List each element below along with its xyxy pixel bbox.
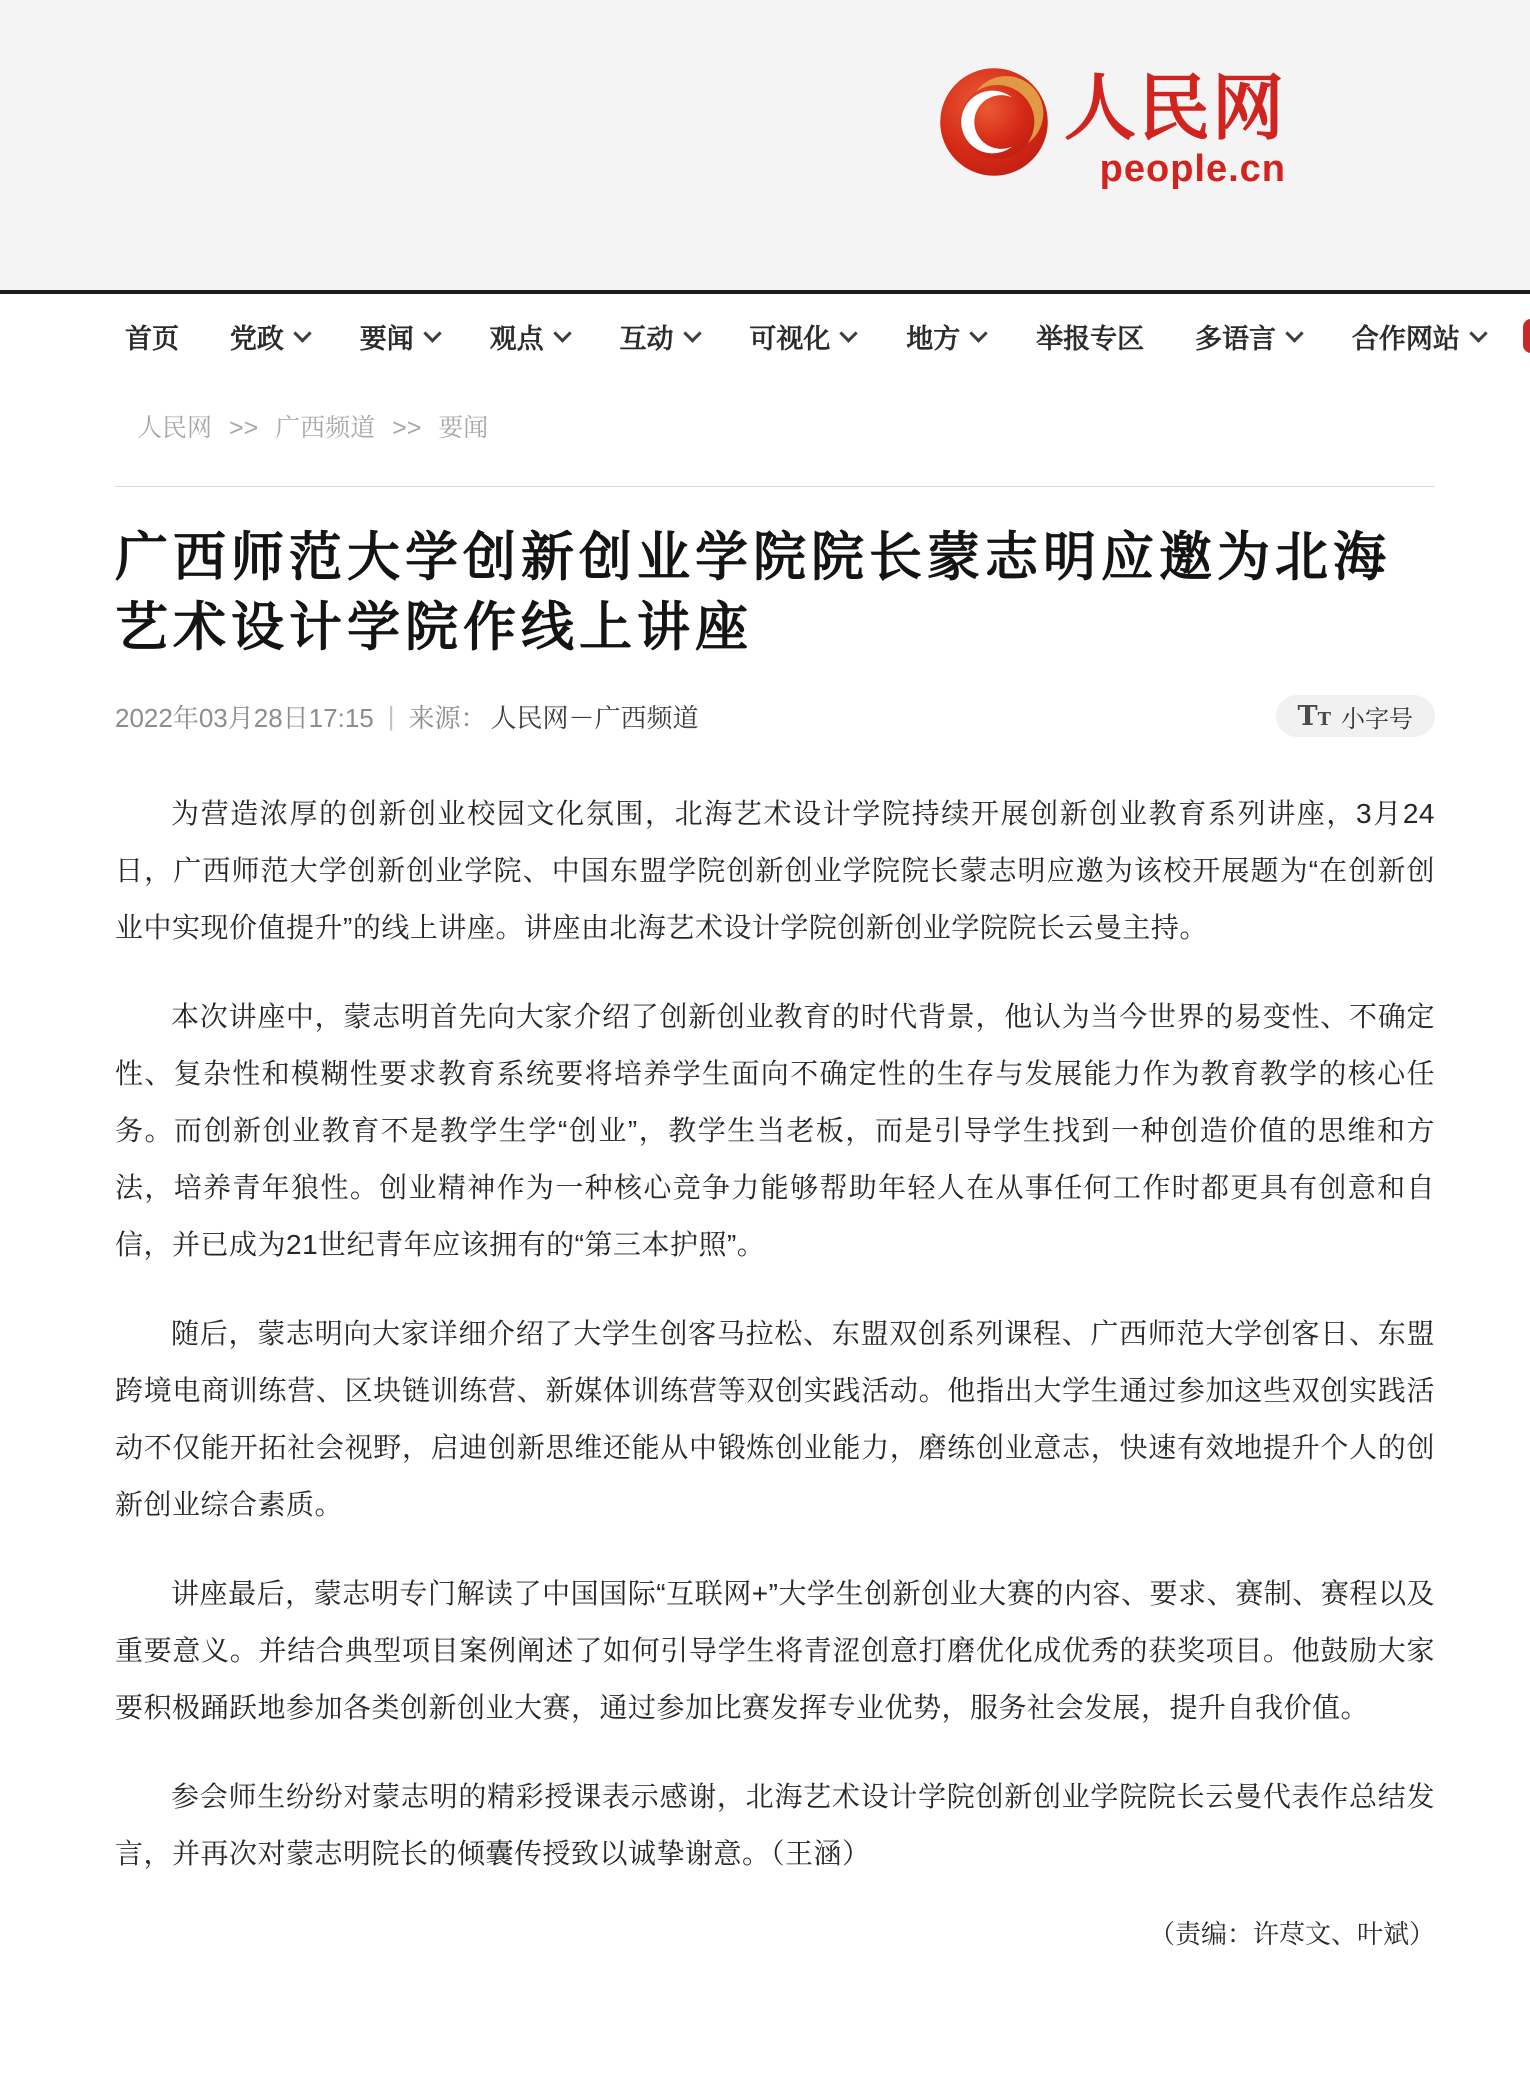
chevron-down-icon	[423, 324, 441, 342]
editor-note: （责编：许荩文、叶斌）	[1148, 1919, 1435, 1949]
article-meta	[115, 698, 699, 735]
font-size-icon: T T	[1297, 700, 1331, 732]
nav-item-report-zone[interactable]: 举报专区	[1036, 323, 1145, 354]
site-header	[0, 0, 1530, 294]
paragraph: 参会师生纷纷对蒙志明的精彩授课表示感谢，北海艺术设计学院创新创业学院院长云曼代表作总结发言，并再次对蒙志明院长的倾囊传授致以诚挚谢意。（王涵）	[115, 1781, 1435, 1869]
chevron-down-icon	[840, 324, 858, 342]
article-meta-row	[115, 695, 1435, 737]
paragraph: 为营造浓厚的创新创业校园文化氛围，北海艺术设计学院持续开展创新创业教育系列讲座，3月24日，广西师范大学创新创业学院、中国东盟学院创新创业学院院长蒙志明应邀为该校开展题为“在创新创业中实现价值提升”的线上讲座。讲座由北海艺术设计学院创新创业学院院长云曼主持。	[115, 798, 1435, 943]
nav-edge-button[interactable]	[1523, 319, 1530, 353]
nav-item-multilingual[interactable]: 多语言	[1195, 317, 1301, 356]
nav-item-top-news[interactable]: 要闻	[360, 317, 439, 356]
chevron-down-icon	[1469, 324, 1487, 342]
breadcrumb-separator: >>	[392, 414, 422, 442]
nav-item-party-politics[interactable]: 党政	[230, 317, 309, 356]
nav-item-opinions[interactable]: 观点	[490, 317, 569, 356]
logo-cn-text: 人民网	[1064, 65, 1287, 150]
article-body	[115, 785, 1435, 1882]
breadcrumb-separator: >>	[228, 414, 259, 442]
meta-separator: |	[387, 700, 395, 731]
breadcrumb-link-top-news[interactable]: 要闻	[438, 414, 489, 442]
paragraph: 随后，蒙志明向大家详细介绍了大学生创客马拉松、东盟双创系列课程、广西师范大学创客日、东盟跨境电商训练营、区块链训练营、新媒体训练营等双创实践活动。他指出大学生通过参加这些双创实践活动不仅能开拓社会视野，启迪创新思维还能从中锻炼创业能力，磨练创业意志，快速有效地提升个人的创新创业综合素质。	[115, 1318, 1435, 1520]
chevron-down-icon	[683, 324, 701, 342]
logo-en-text: people.cn	[1099, 148, 1287, 190]
chevron-down-icon	[553, 324, 571, 342]
article-title: 广西师范大学创新创业学院院长蒙志明应邀为北海艺术设计学院作线上讲座	[115, 528, 1391, 657]
nav-item-interact[interactable]: 互动	[620, 317, 699, 356]
breadcrumb	[137, 408, 1530, 442]
paragraph: 本次讲座中，蒙志明首先向大家介绍了创新创业教育的时代背景，他认为当今世界的易变性、不确定性、复杂性和模糊性要求教育系统要将培养学生面向不确定性的生存与发展能力作为教育教学的核心任务。而创新创业教育不是教学生学“创业”，教学生当老板，而是引导学生找到一种创造价值的思维和方法，培养青年狼性。创业精神作为一种核心竞争力能够帮助年轻人在从事任何工作时都更具有创意和自信，并已成为21世纪青年应该拥有的“第三本护照”。	[115, 1001, 1435, 1260]
breadcrumb-link-guangxi-channel[interactable]: 广西频道	[275, 414, 376, 442]
font-size-button[interactable]	[1276, 695, 1436, 737]
chevron-down-icon	[293, 324, 311, 342]
publish-date: 2022年03月28日17:15	[115, 702, 374, 733]
nav-list	[0, 317, 1530, 356]
breadcrumb-link-peoplecn[interactable]: 人民网	[137, 414, 213, 442]
source-label: 来源：	[408, 702, 487, 733]
people-cn-swirl-icon	[938, 66, 1050, 178]
paragraph: 讲座最后，蒙志明专门解读了中国国际“互联网+”大学生创新创业大赛的内容、要求、赛制、赛程以及重要意义。并结合典型项目案例阐述了如何引导学生将青涩创意打磨优化成优秀的获奖项目。他鼓励大家要积极踊跃地参加各类创新创业大赛，通过参加比赛发挥专业优势，服务社会发展，提升自我价值。	[115, 1578, 1435, 1723]
chevron-down-icon	[970, 324, 988, 342]
nav-item-visualization[interactable]: 可视化	[749, 317, 855, 356]
people-cn-logo[interactable]	[938, 66, 1286, 188]
nav-item-home[interactable]: 首页	[125, 323, 179, 354]
font-size-label: 小字号	[1341, 705, 1413, 733]
chevron-down-icon	[1285, 324, 1303, 342]
article	[115, 486, 1435, 1954]
nav-item-local[interactable]: 地方	[906, 317, 985, 356]
logo-text	[1064, 66, 1286, 188]
source-link[interactable]: 人民网－广西频道	[490, 702, 699, 733]
main-nav	[0, 294, 1530, 378]
nav-item-partner-sites[interactable]: 合作网站	[1352, 317, 1485, 356]
